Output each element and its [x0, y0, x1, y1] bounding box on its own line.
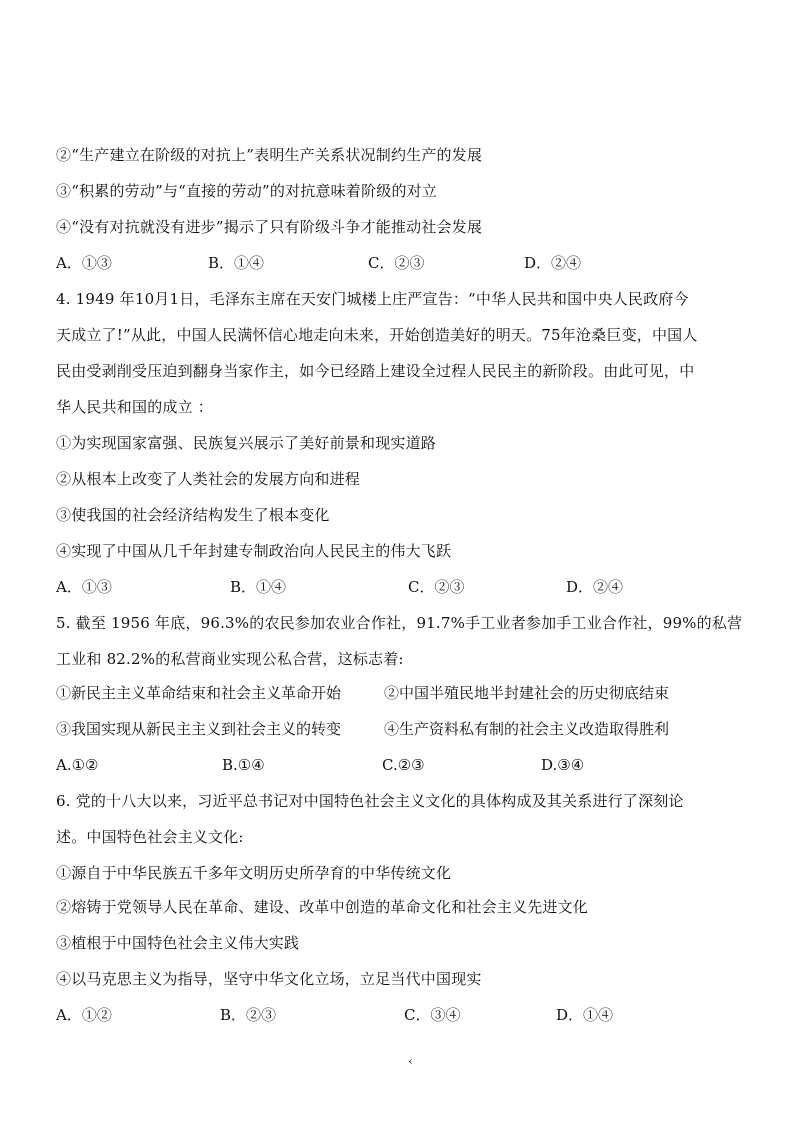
q5-option-d[interactable]: D.③④ [541, 756, 585, 774]
q4-option-b[interactable]: B．①④ [230, 578, 287, 596]
q6-option-a[interactable]: A．①② [56, 1006, 112, 1024]
prev-option-d[interactable]: D．②④ [524, 254, 582, 272]
q4-option-c[interactable]: C．②③ [408, 578, 465, 596]
q4-stem-line-2: 天成立了!”从此，中国人民满怀信心地走向未来，开始创造美好的明天。75年沧桑巨变，中国人 [56, 326, 698, 344]
q5-statement-2: ②中国半殖民地半封建社会的历史彻底结束 [384, 684, 670, 702]
q5-option-b[interactable]: B.①④ [222, 756, 265, 774]
q5-statement-4: ④生产资料私有制的社会主义改造取得胜利 [384, 720, 670, 738]
prev-option-c[interactable]: C．②③ [368, 254, 425, 272]
prev-statement-2: ②“生产建立在阶级的对抗上”表明生产关系状况制约生产的发展 [56, 146, 483, 164]
q4-statement-3: ③使我国的社会经济结构发生了根本变化 [56, 506, 330, 524]
q5-stem-line-1: 5. 截至 1956 年底，96.3%的农民参加农业合作社，91.7%手工业者参加手工业合作社，99%的私营 [56, 614, 743, 632]
q6-statement-4: ④以马克思主义为指导，坚守中华文化立场，立足当代中国现实 [56, 970, 482, 988]
q4-statement-1: ①为实现国家富强、民族复兴展示了美好前景和现实道路 [56, 434, 437, 452]
prev-option-a[interactable]: A．①③ [56, 254, 112, 272]
q6-statement-1: ①源自于中华民族五千多年文明历史所孕育的中华传统文化 [56, 864, 452, 882]
q6-statement-2: ②熔铸于党领导人民在革命、建设、改革中创造的革命文化和社会主义先进文化 [56, 898, 589, 916]
prev-option-b[interactable]: B．①④ [208, 254, 265, 272]
q6-option-b[interactable]: B．②③ [220, 1006, 277, 1024]
q4-option-d[interactable]: D．②④ [566, 578, 624, 596]
q4-stem-line-1: 4. 1949 年10月1日，毛泽东主席在天安门城楼上庄严宣告：“中华人民共和国中央人民政府今 [56, 290, 689, 308]
prev-statement-4: ④“没有对抗就没有进步”揭示了只有阶级斗争才能推动社会发展 [56, 218, 483, 236]
q5-statement-1: ①新民主主义革命结束和社会主义革命开始 [56, 684, 342, 702]
q4-option-a[interactable]: A．①③ [56, 578, 112, 596]
q4-statement-4: ④实现了中国从几千年封建专制政治向人民民主的伟大飞跃 [56, 542, 452, 560]
q4-stem-line-4: 华人民共和国的成立 ： [56, 398, 213, 416]
q5-option-a[interactable]: A.①② [56, 756, 99, 774]
q5-statement-3: ③我国实现从新民主主义到社会主义的转变 [56, 720, 342, 738]
q6-option-c[interactable]: C．③④ [404, 1006, 461, 1024]
q4-stem-line-3: 民由受剥削受压迫到翻身当家作主，如今已经踏上建设全过程人民民主的新阶段。由此可见，中 [56, 362, 695, 380]
q6-stem-line-2: 述。中国特色社会主义文化: [56, 828, 244, 846]
q5-option-c[interactable]: C.②③ [382, 756, 425, 774]
prev-statement-3: ③“积累的劳动”与“直接的劳动”的对抗意味着阶级的对立 [56, 182, 438, 200]
q6-stem-line-1: 6. 党的十八大以来，习近平总书记对中国特色社会主义文化的具体构成及其关系进行了深刻论 [56, 792, 684, 810]
q6-option-d[interactable]: D．①④ [556, 1006, 614, 1024]
page-number-mark: ‹ [408, 1054, 413, 1068]
q4-statement-2: ②从根本上改变了人类社会的发展方向和进程 [56, 470, 361, 488]
q5-stem-line-2: 工业和 82.2%的私营商业实现公私合营，这标志着: [56, 650, 404, 668]
q6-statement-3: ③植根于中国特色社会主义伟大实践 [56, 934, 300, 952]
